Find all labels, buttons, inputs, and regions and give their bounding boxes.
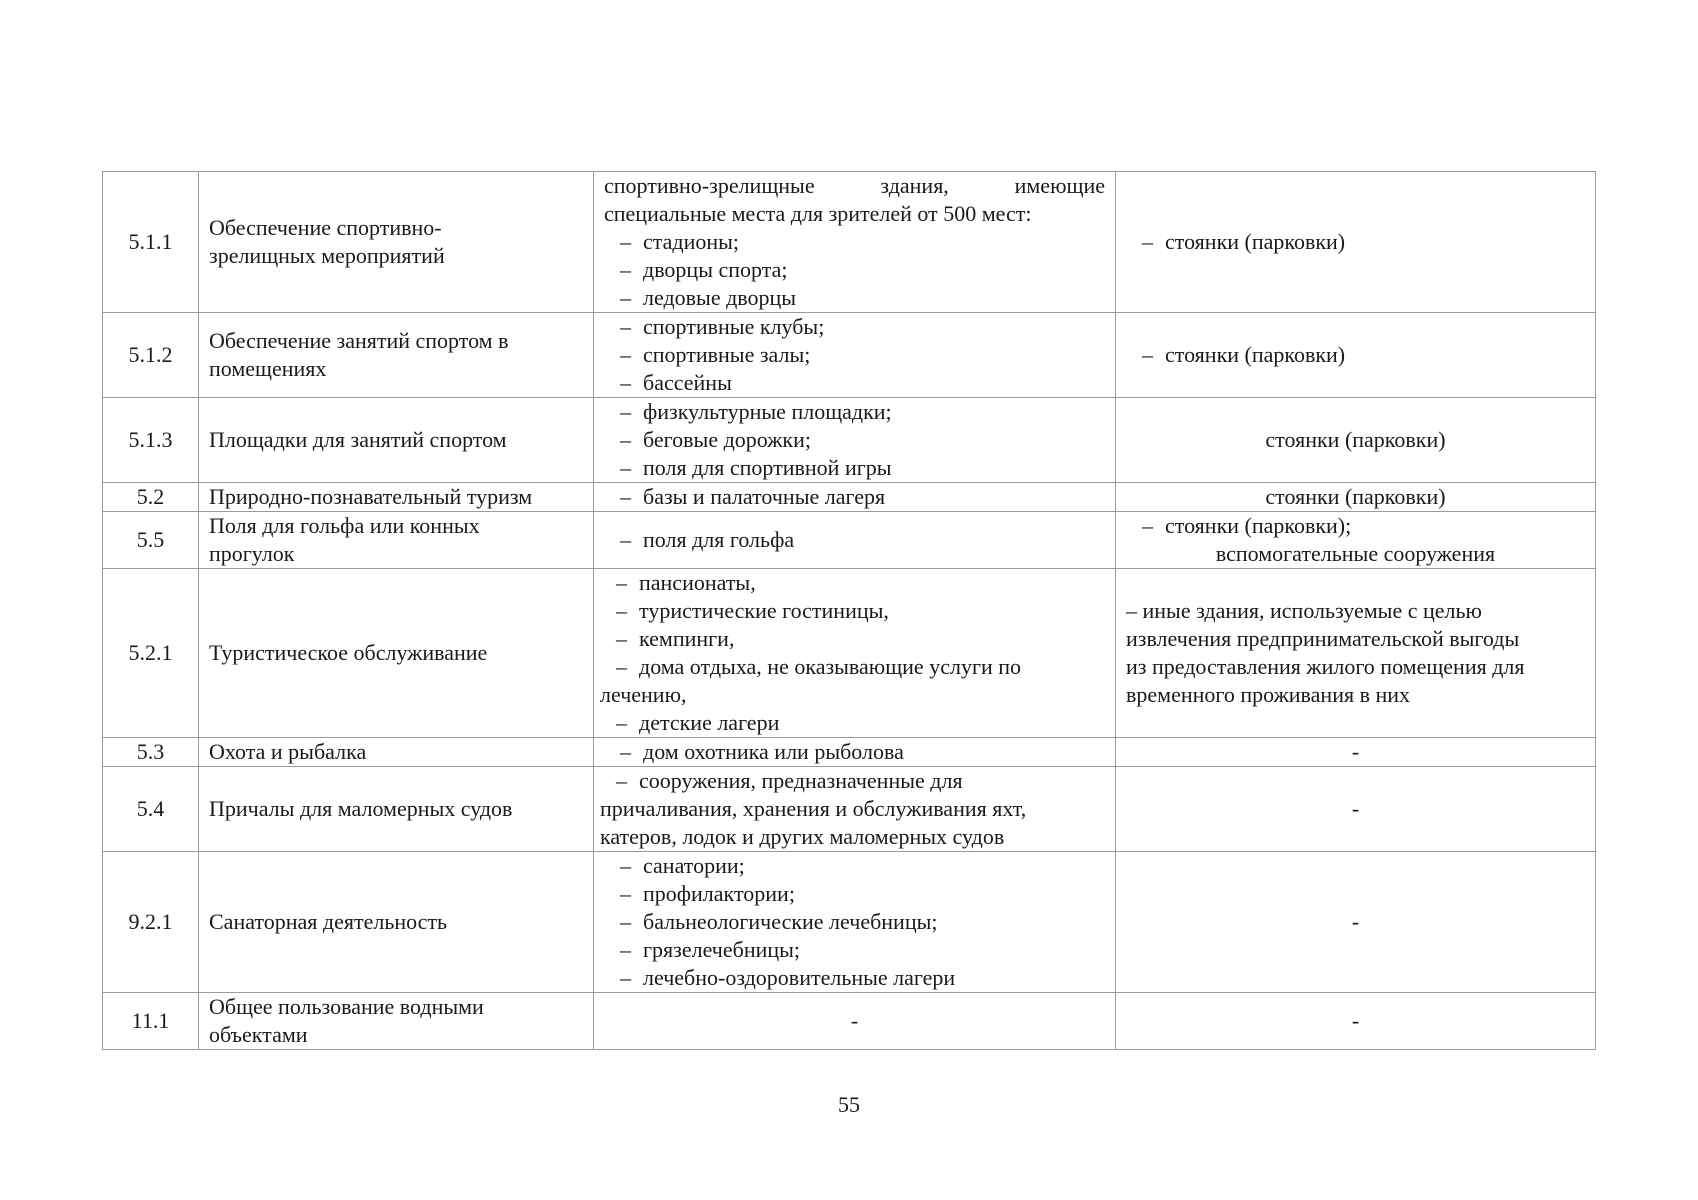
row-aux-uses: - [1116,852,1596,993]
main-uses-intro: специальные места для зрителей от 500 мест: [604,201,1032,226]
row-main-uses [594,313,1116,398]
row-code: 5.1.2 [103,313,199,398]
row-code: 9.2.1 [103,852,199,993]
list-item: – бальнеологические лечебницы; [604,908,1105,936]
row-aux-uses [1116,512,1596,569]
row-main-uses [594,852,1116,993]
table-row [103,767,1596,852]
land-use-table [102,171,1596,1050]
list-item: – спортивные клубы; [604,313,1105,341]
row-code: 5.2 [103,483,199,512]
row-name: Туристическое обслуживание [199,569,594,738]
list-item: – бассейны [604,369,1105,397]
list-item: – туристические гостиницы, [600,597,1105,625]
row-main-uses [594,767,1116,852]
row-main-uses: - [594,993,1116,1050]
list-item: – профилактории; [604,880,1105,908]
row-name: Обеспечение занятий спортом в помещениях [199,313,594,398]
table-row [103,993,1596,1050]
row-main-uses [594,738,1116,767]
row-code: 5.5 [103,512,199,569]
row-name: Поля для гольфа или конных прогулок [199,512,594,569]
list-item: – спортивные залы; [604,341,1105,369]
row-name: Обеспечение спортивно- зрелищных мероприятий [199,172,594,313]
row-name: Площадки для занятий спортом [199,398,594,483]
list-item: – базы и палаточные лагеря [604,483,1105,511]
row-aux-uses [1116,172,1596,313]
list-item: – дворцы спорта; [604,256,1105,284]
row-aux-uses: стоянки (парковки) [1116,483,1596,512]
main-uses-intro: спортивно-зрелищные здания, имеющие [604,173,1105,198]
row-code: 5.1.1 [103,172,199,313]
list-item: – поля для гольфа [604,526,1105,554]
row-aux-uses: - [1116,993,1596,1050]
row-main-uses [594,569,1116,738]
row-main-uses [594,398,1116,483]
table-row [103,172,1596,313]
table-row [103,313,1596,398]
list-item: – кемпинги, [600,625,1105,653]
table-row [103,852,1596,993]
row-aux-uses: – иные здания, используемые с целью извлечения предпринимательской выгоды из предоставления жилого помещения для временного проживания в них [1116,569,1596,738]
table-row [103,569,1596,738]
list-item-continuation: катеров, лодок и других маломерных судов [600,824,1005,849]
list-item: вспомогательные сооружения [1215,541,1496,566]
table-row [103,483,1596,512]
list-item-continuation: лечению, [600,682,687,707]
list-item: – стадионы; [604,228,1105,256]
list-item: – детские лагери [600,709,1105,737]
list-item: – лечебно-оздоровительные лагери [604,964,1105,992]
list-item: – сооружения, предназначенные для [600,767,1105,795]
list-item: – беговые дорожки; [604,426,1105,454]
list-item: – санатории; [604,852,1105,880]
row-main-uses [594,483,1116,512]
list-item: – ледовые дворцы [604,284,1105,312]
row-code: 5.3 [103,738,199,767]
row-name: Общее пользование водными объектами [199,993,594,1050]
list-item: – стоянки (парковки); [1126,512,1585,540]
row-name: Санаторная деятельность [199,852,594,993]
row-aux-uses: стоянки (парковки) [1116,398,1596,483]
row-name: Охота и рыбалка [199,738,594,767]
list-item: – стоянки (парковки) [1126,228,1585,256]
row-code: 11.1 [103,993,199,1050]
row-aux-uses [1116,313,1596,398]
row-code: 5.1.3 [103,398,199,483]
list-item: – дом охотника или рыболова [604,738,1105,766]
page-number: 55 [838,1092,860,1117]
row-aux-uses: - [1116,767,1596,852]
table-row [103,738,1596,767]
list-item: – физкультурные площадки; [604,398,1105,426]
row-name: Природно-познавательный туризм [199,483,594,512]
table-row [103,512,1596,569]
list-item-continuation: причаливания, хранения и обслуживания яхт, [600,796,1027,821]
row-aux-uses: - [1116,738,1596,767]
list-item: – дома отдыха, не оказывающие услуги по [600,653,1105,681]
list-item: – поля для спортивной игры [604,454,1105,482]
list-item: – грязелечебницы; [604,936,1105,964]
table-row [103,398,1596,483]
row-code: 5.4 [103,767,199,852]
row-main-uses [594,172,1116,313]
row-main-uses [594,512,1116,569]
row-code: 5.2.1 [103,569,199,738]
list-item: – пансионаты, [600,569,1105,597]
list-item: – стоянки (парковки) [1126,341,1585,369]
row-name: Причалы для маломерных судов [199,767,594,852]
